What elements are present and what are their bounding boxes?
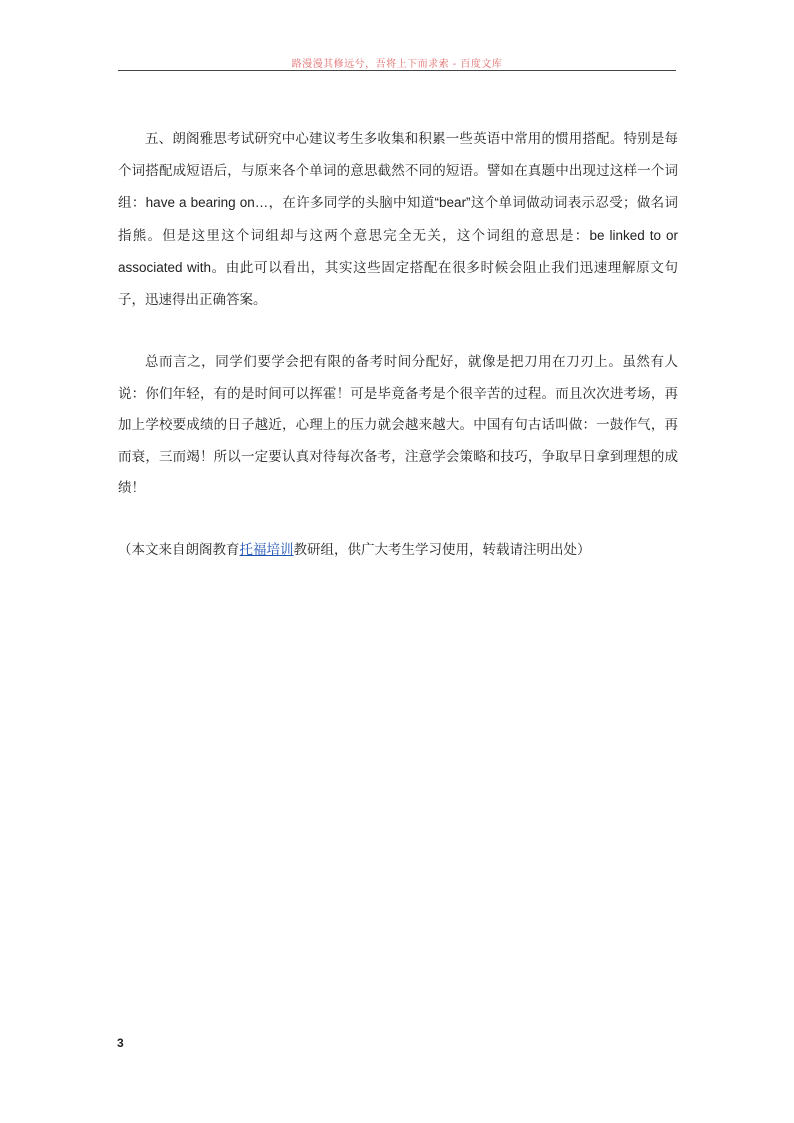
source-note xyxy=(118,536,678,564)
paragraph-text: 。由此可以看出，其实这些固定搭配在很多时候会阻止我们迅速理解原文句子，迅速得出正确答案。 xyxy=(118,260,678,308)
document-body xyxy=(118,124,678,505)
english-word: “bear” xyxy=(434,195,471,210)
header-divider xyxy=(118,70,676,71)
english-definition: be linked to or associated with xyxy=(118,227,678,275)
paragraph-collocations xyxy=(118,124,678,316)
paragraph-text: 五、朗阁雅思考试研究中心建议考生多收集和积累一些英语中常用的惯用搭配。特别是每个词搭配成短语后，与原来各个单词的意思截然不同的短语。譬如在真题中出现过这样一个词组： xyxy=(118,131,678,211)
english-phrase: have a bearing on… xyxy=(145,195,269,210)
paragraph-text: ，在许多同学的头脑中知道 xyxy=(268,195,435,211)
page-number: 3 xyxy=(117,1036,124,1050)
paragraph-text: 这个单词做动词表示忍受；做名词指熊。但是这里这个词组却与这两个意思完全无关，这个词组的意思是： xyxy=(118,195,679,244)
source-note-text: （本文来自朗阁教育 xyxy=(118,542,240,558)
page-header: 路漫漫其修远兮，吾将上下而求索 - 百度文库 xyxy=(291,59,503,70)
source-note-text: 教研组，供广大考生学习使用，转载请注明出处） xyxy=(293,542,591,558)
toefl-training-link[interactable]: 托福培训 xyxy=(239,542,294,558)
paragraph-conclusion: 总而言之，同学们要学会把有限的备考时间分配好，就像是把刀用在刀刃上。虽然有人说：你们年轻，有的是时间可以挥霍！可是毕竟备考是个很辛苦的过程。而且次次进考场，再加上学校要成绩的日子越近，心理上的压力就会越来越大。中国有句古话叫做：一鼓作气，再而衰，三而竭！所以一定要认真对待每次备考，注意学会策略和技巧，争取早日拿到理想的成绩！ xyxy=(118,354,678,496)
